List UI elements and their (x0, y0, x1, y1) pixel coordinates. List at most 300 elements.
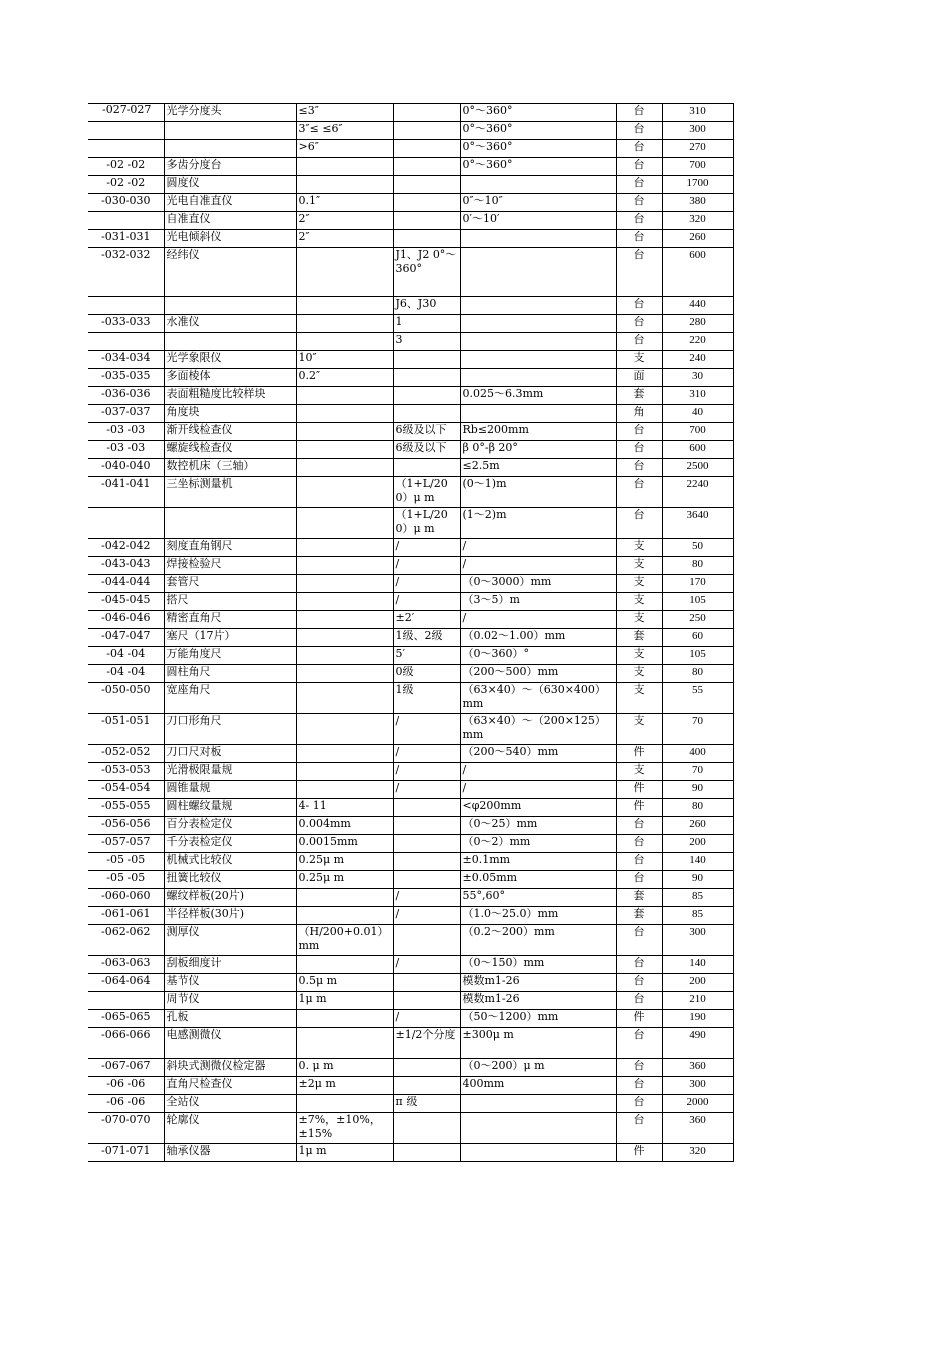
cell-name: 轴承仪器 (164, 1144, 296, 1162)
table-row (88, 1010, 733, 1028)
cell-code: -04 -04 (88, 665, 164, 683)
cell-grade (393, 871, 460, 889)
cell-code: -057-057 (88, 835, 164, 853)
cell-spec: 10″ (296, 351, 393, 369)
cell-price: 490 (662, 1028, 733, 1059)
cell-range: （0.02～1.00）mm (460, 629, 616, 647)
table-row (88, 176, 733, 194)
cell-grade: 6级及以下 (393, 423, 460, 441)
cell-grade: （1+L/200）μ m (393, 477, 460, 508)
cell-spec (296, 557, 393, 575)
cell-spec (296, 297, 393, 315)
cell-name (164, 122, 296, 140)
cell-range: / (460, 781, 616, 799)
cell-unit: 套 (616, 629, 662, 647)
cell-grade: / (393, 781, 460, 799)
cell-range: （0～360）° (460, 647, 616, 665)
cell-unit: 台 (616, 315, 662, 333)
table-row (88, 1113, 733, 1144)
cell-grade (393, 1059, 460, 1077)
cell-spec: 2″ (296, 212, 393, 230)
table-row (88, 853, 733, 871)
cell-spec: 4- 11 (296, 799, 393, 817)
cell-spec (296, 781, 393, 799)
cell-range: （200～540）mm (460, 745, 616, 763)
table-row (88, 871, 733, 889)
table-row (88, 539, 733, 557)
cell-price: 140 (662, 956, 733, 974)
cell-price: 600 (662, 248, 733, 297)
table-row (88, 140, 733, 158)
cell-range (460, 315, 616, 333)
cell-unit: 支 (616, 575, 662, 593)
cell-code: -061-061 (88, 907, 164, 925)
cell-name: 螺纹样板(20片) (164, 889, 296, 907)
cell-spec (296, 1010, 393, 1028)
cell-name: 圆柱角尺 (164, 665, 296, 683)
cell-spec (296, 333, 393, 351)
cell-range (460, 1095, 616, 1113)
cell-code: -035-035 (88, 369, 164, 387)
cell-name: 精密直角尺 (164, 611, 296, 629)
cell-name: 基节仪 (164, 974, 296, 992)
cell-price: 300 (662, 122, 733, 140)
cell-range (460, 1144, 616, 1162)
cell-grade: J1、J2 0°～360° (393, 248, 460, 297)
table-row (88, 745, 733, 763)
cell-code: -06 -06 (88, 1077, 164, 1095)
cell-code (88, 104, 164, 122)
cell-code: -064-064 (88, 974, 164, 992)
table-row (88, 122, 733, 140)
table-row (88, 557, 733, 575)
cell-unit: 台 (616, 1077, 662, 1095)
cell-spec (296, 745, 393, 763)
cell-unit: 台 (616, 974, 662, 992)
cell-spec (296, 176, 393, 194)
cell-grade: / (393, 907, 460, 925)
cell-grade: / (393, 557, 460, 575)
cell-code (88, 212, 164, 230)
cell-unit: 台 (616, 230, 662, 248)
cell-grade (393, 194, 460, 212)
cell-range: 0°～360° (460, 140, 616, 158)
cell-grade (393, 974, 460, 992)
cell-unit: 台 (616, 956, 662, 974)
cell-unit: 台 (616, 158, 662, 176)
cell-spec (296, 665, 393, 683)
table-row (88, 1144, 733, 1162)
cell-code: -034-034 (88, 351, 164, 369)
cell-spec: ±2μ m (296, 1077, 393, 1095)
cell-range: 0°～360° (460, 122, 616, 140)
cell-unit: 套 (616, 387, 662, 405)
cell-grade: J6、J30 (393, 297, 460, 315)
cell-code: -050-050 (88, 683, 164, 714)
cell-price: 360 (662, 1059, 733, 1077)
cell-grade (393, 230, 460, 248)
cell-grade: п 级 (393, 1095, 460, 1113)
cell-unit: 台 (616, 835, 662, 853)
cell-grade: 6级及以下 (393, 441, 460, 459)
cell-unit: 套 (616, 907, 662, 925)
cell-name: 三坐标测量机 (164, 477, 296, 508)
cell-name (164, 508, 296, 539)
table-row (88, 1059, 733, 1077)
cell-code: -051-051 (88, 714, 164, 745)
cell-code: -041-041 (88, 477, 164, 508)
cell-price: 2500 (662, 459, 733, 477)
table-row (88, 104, 733, 122)
cell-unit: 台 (616, 104, 662, 122)
cell-spec (296, 907, 393, 925)
cell-range (460, 230, 616, 248)
cell-unit: 台 (616, 140, 662, 158)
cell-price: 600 (662, 441, 733, 459)
cell-price: 300 (662, 1077, 733, 1095)
cell-unit: 支 (616, 647, 662, 665)
cell-grade (393, 387, 460, 405)
cell-grade: / (393, 889, 460, 907)
cell-name: 千分表检定仪 (164, 835, 296, 853)
table-row (88, 248, 733, 297)
cell-grade: / (393, 714, 460, 745)
table-row (88, 781, 733, 799)
cell-spec: ≤3″ (296, 104, 393, 122)
cell-unit: 支 (616, 351, 662, 369)
table-row (88, 907, 733, 925)
cell-grade (393, 853, 460, 871)
cell-unit: 支 (616, 665, 662, 683)
cell-grade: 3 (393, 333, 460, 351)
cell-code: -047-047 (88, 629, 164, 647)
cell-code: -042-042 (88, 539, 164, 557)
cell-price: 700 (662, 423, 733, 441)
cell-price: 320 (662, 1144, 733, 1162)
cell-price: 310 (662, 104, 733, 122)
cell-name: 宽座角尺 (164, 683, 296, 714)
cell-name: 扭簧比较仪 (164, 871, 296, 889)
cell-name: 套管尺 (164, 575, 296, 593)
cell-range (460, 351, 616, 369)
cell-code: -045-045 (88, 593, 164, 611)
cell-name: 轮廓仪 (164, 1113, 296, 1144)
cell-price: 280 (662, 315, 733, 333)
cell-code: -056-056 (88, 817, 164, 835)
cell-name: 刀口形角尺 (164, 714, 296, 745)
cell-price: 30 (662, 369, 733, 387)
cell-price: 70 (662, 714, 733, 745)
table-row (88, 212, 733, 230)
cell-grade (393, 176, 460, 194)
cell-code: -02 -02 (88, 158, 164, 176)
cell-name: 圆柱螺纹量规 (164, 799, 296, 817)
cell-range: (0～1)m (460, 477, 616, 508)
cell-unit: 台 (616, 176, 662, 194)
cell-price: 90 (662, 871, 733, 889)
cell-grade: 1级 (393, 683, 460, 714)
cell-grade: 5′ (393, 647, 460, 665)
table-row (88, 974, 733, 992)
cell-name: 测厚仪 (164, 925, 296, 956)
cell-range (460, 176, 616, 194)
price-table (88, 103, 734, 1162)
cell-spec (296, 477, 393, 508)
cell-name: 机械式比较仪 (164, 853, 296, 871)
cell-name: 经纬仪 (164, 248, 296, 297)
cell-price: 360 (662, 1113, 733, 1144)
cell-name: 角度块 (164, 405, 296, 423)
cell-price: 260 (662, 817, 733, 835)
cell-unit: 台 (616, 1028, 662, 1059)
cell-name: 光电倾斜仪 (164, 230, 296, 248)
cell-code: -040-040 (88, 459, 164, 477)
cell-code: -044-044 (88, 575, 164, 593)
cell-range: / (460, 763, 616, 781)
cell-code: -070-070 (88, 1113, 164, 1144)
cell-code: -03 -03 (88, 423, 164, 441)
cell-range: 0″～10″ (460, 194, 616, 212)
price-table-container (88, 103, 734, 1162)
table-row (88, 593, 733, 611)
cell-grade (393, 992, 460, 1010)
table-row (88, 158, 733, 176)
cell-code: -05 -05 (88, 871, 164, 889)
cell-range: ≤2.5m (460, 459, 616, 477)
cell-grade: / (393, 1010, 460, 1028)
cell-range: （0～200）μ m (460, 1059, 616, 1077)
cell-spec: 0.0015mm (296, 835, 393, 853)
cell-grade (393, 459, 460, 477)
cell-spec: 0.25μ m (296, 853, 393, 871)
cell-range: 0′～10′ (460, 212, 616, 230)
cell-code: -05 -05 (88, 853, 164, 871)
cell-range: 模数m1-26 (460, 992, 616, 1010)
cell-grade (393, 140, 460, 158)
cell-name: 数控机床（三轴） (164, 459, 296, 477)
cell-code: -053-053 (88, 763, 164, 781)
cell-grade: 1 (393, 315, 460, 333)
table-row (88, 714, 733, 745)
cell-range: （200～500）mm (460, 665, 616, 683)
cell-code (88, 140, 164, 158)
cell-spec: （H/200+0.01）mm (296, 925, 393, 956)
cell-name: 光电自准直仪 (164, 194, 296, 212)
cell-spec: 0. μ m (296, 1059, 393, 1077)
cell-unit: 件 (616, 781, 662, 799)
table-row (88, 459, 733, 477)
cell-range: ±300μ m (460, 1028, 616, 1059)
cell-price: 2240 (662, 477, 733, 508)
cell-unit: 台 (616, 1113, 662, 1144)
cell-grade: / (393, 763, 460, 781)
cell-range: β 0°-β 20° (460, 441, 616, 459)
cell-name: 光滑极限量规 (164, 763, 296, 781)
table-row (88, 477, 733, 508)
cell-range: (1～2)m (460, 508, 616, 539)
table-row (88, 683, 733, 714)
cell-spec (296, 1028, 393, 1059)
cell-range: （3～5）m (460, 593, 616, 611)
header-code: -027-027 (102, 103, 152, 116)
cell-name: 刻度直角钢尺 (164, 539, 296, 557)
cell-grade (393, 351, 460, 369)
cell-spec: >6″ (296, 140, 393, 158)
cell-spec: ±7%，±10%，±15% (296, 1113, 393, 1144)
table-row (88, 351, 733, 369)
table-row (88, 925, 733, 956)
cell-name: 直角尺检查仪 (164, 1077, 296, 1095)
cell-price: 50 (662, 539, 733, 557)
cell-range: 模数m1-26 (460, 974, 616, 992)
table-row (88, 889, 733, 907)
cell-spec (296, 1095, 393, 1113)
cell-price: 320 (662, 212, 733, 230)
table-row (88, 508, 733, 539)
cell-range: / (460, 557, 616, 575)
cell-grade: / (393, 745, 460, 763)
cell-price: 80 (662, 799, 733, 817)
cell-code: -065-065 (88, 1010, 164, 1028)
cell-grade: （1+L/200）μ m (393, 508, 460, 539)
cell-code (88, 508, 164, 539)
cell-grade: / (393, 593, 460, 611)
cell-spec (296, 714, 393, 745)
cell-range: / (460, 611, 616, 629)
table-row (88, 992, 733, 1010)
cell-range: （63×40）～（630×400）mm (460, 683, 616, 714)
cell-range: （63×40）～（200×125）mm (460, 714, 616, 745)
cell-grade: / (393, 575, 460, 593)
cell-code: -030-030 (88, 194, 164, 212)
cell-range: （0～150）mm (460, 956, 616, 974)
table-row (88, 297, 733, 315)
cell-price: 220 (662, 333, 733, 351)
cell-range (460, 405, 616, 423)
cell-code: -04 -04 (88, 647, 164, 665)
cell-spec (296, 315, 393, 333)
cell-grade: ±1/2个分度 (393, 1028, 460, 1059)
cell-spec (296, 539, 393, 557)
cell-unit: 台 (616, 441, 662, 459)
cell-price: 260 (662, 230, 733, 248)
cell-grade (393, 1144, 460, 1162)
cell-price: 140 (662, 853, 733, 871)
cell-grade (393, 799, 460, 817)
cell-range: （0～25）mm (460, 817, 616, 835)
cell-unit: 支 (616, 539, 662, 557)
cell-code: -062-062 (88, 925, 164, 956)
cell-grade (393, 104, 460, 122)
cell-spec: 2″ (296, 230, 393, 248)
cell-price: 80 (662, 665, 733, 683)
cell-spec (296, 683, 393, 714)
cell-spec: 0.5μ m (296, 974, 393, 992)
cell-spec: 0.1″ (296, 194, 393, 212)
cell-grade (393, 158, 460, 176)
cell-price: 90 (662, 781, 733, 799)
cell-unit: 支 (616, 611, 662, 629)
cell-code (88, 333, 164, 351)
cell-name: 焊接检验尺 (164, 557, 296, 575)
cell-spec: 0.25μ m (296, 871, 393, 889)
cell-grade: / (393, 956, 460, 974)
cell-unit: 台 (616, 423, 662, 441)
cell-price: 170 (662, 575, 733, 593)
cell-name: 表面粗糙度比较样块 (164, 387, 296, 405)
table-row (88, 230, 733, 248)
cell-unit: 件 (616, 799, 662, 817)
cell-unit: 套 (616, 889, 662, 907)
cell-name: 圆锥量规 (164, 781, 296, 799)
cell-price: 310 (662, 387, 733, 405)
table-row (88, 575, 733, 593)
cell-spec (296, 441, 393, 459)
cell-grade: / (393, 539, 460, 557)
table-row (88, 611, 733, 629)
cell-code: -054-054 (88, 781, 164, 799)
cell-spec (296, 956, 393, 974)
table-row (88, 647, 733, 665)
cell-price: 270 (662, 140, 733, 158)
cell-unit: 台 (616, 871, 662, 889)
cell-code: -063-063 (88, 956, 164, 974)
table-row (88, 1095, 733, 1113)
cell-unit: 台 (616, 194, 662, 212)
cell-price: 70 (662, 763, 733, 781)
cell-spec (296, 508, 393, 539)
cell-unit: 支 (616, 683, 662, 714)
cell-spec (296, 405, 393, 423)
cell-spec (296, 423, 393, 441)
cell-range: （0.2～200）mm (460, 925, 616, 956)
table-row (88, 817, 733, 835)
cell-grade (393, 369, 460, 387)
table-row (88, 1028, 733, 1059)
cell-spec (296, 763, 393, 781)
cell-unit: 台 (616, 1095, 662, 1113)
cell-range: （50～1200）mm (460, 1010, 616, 1028)
cell-price: 240 (662, 351, 733, 369)
cell-price: 400 (662, 745, 733, 763)
cell-grade: ±2′ (393, 611, 460, 629)
cell-name: 多齿分度台 (164, 158, 296, 176)
cell-unit: 台 (616, 1059, 662, 1077)
cell-range: （1.0～25.0）mm (460, 907, 616, 925)
cell-range (460, 297, 616, 315)
cell-grade (393, 1113, 460, 1144)
cell-unit: 台 (616, 122, 662, 140)
cell-grade: 0级 (393, 665, 460, 683)
table-row (88, 763, 733, 781)
cell-price: 700 (662, 158, 733, 176)
cell-price: 3640 (662, 508, 733, 539)
cell-name: 斜块式测微仪检定器 (164, 1059, 296, 1077)
cell-unit: 台 (616, 248, 662, 297)
cell-code: -066-066 (88, 1028, 164, 1059)
table-row (88, 441, 733, 459)
cell-range: / (460, 539, 616, 557)
cell-name: 半径样板(30片) (164, 907, 296, 925)
cell-unit: 台 (616, 925, 662, 956)
cell-spec: 1μ m (296, 1144, 393, 1162)
cell-range (460, 248, 616, 297)
table-row (88, 956, 733, 974)
cell-spec (296, 459, 393, 477)
cell-range: Rb≤200mm (460, 423, 616, 441)
cell-code: -071-071 (88, 1144, 164, 1162)
cell-name (164, 140, 296, 158)
